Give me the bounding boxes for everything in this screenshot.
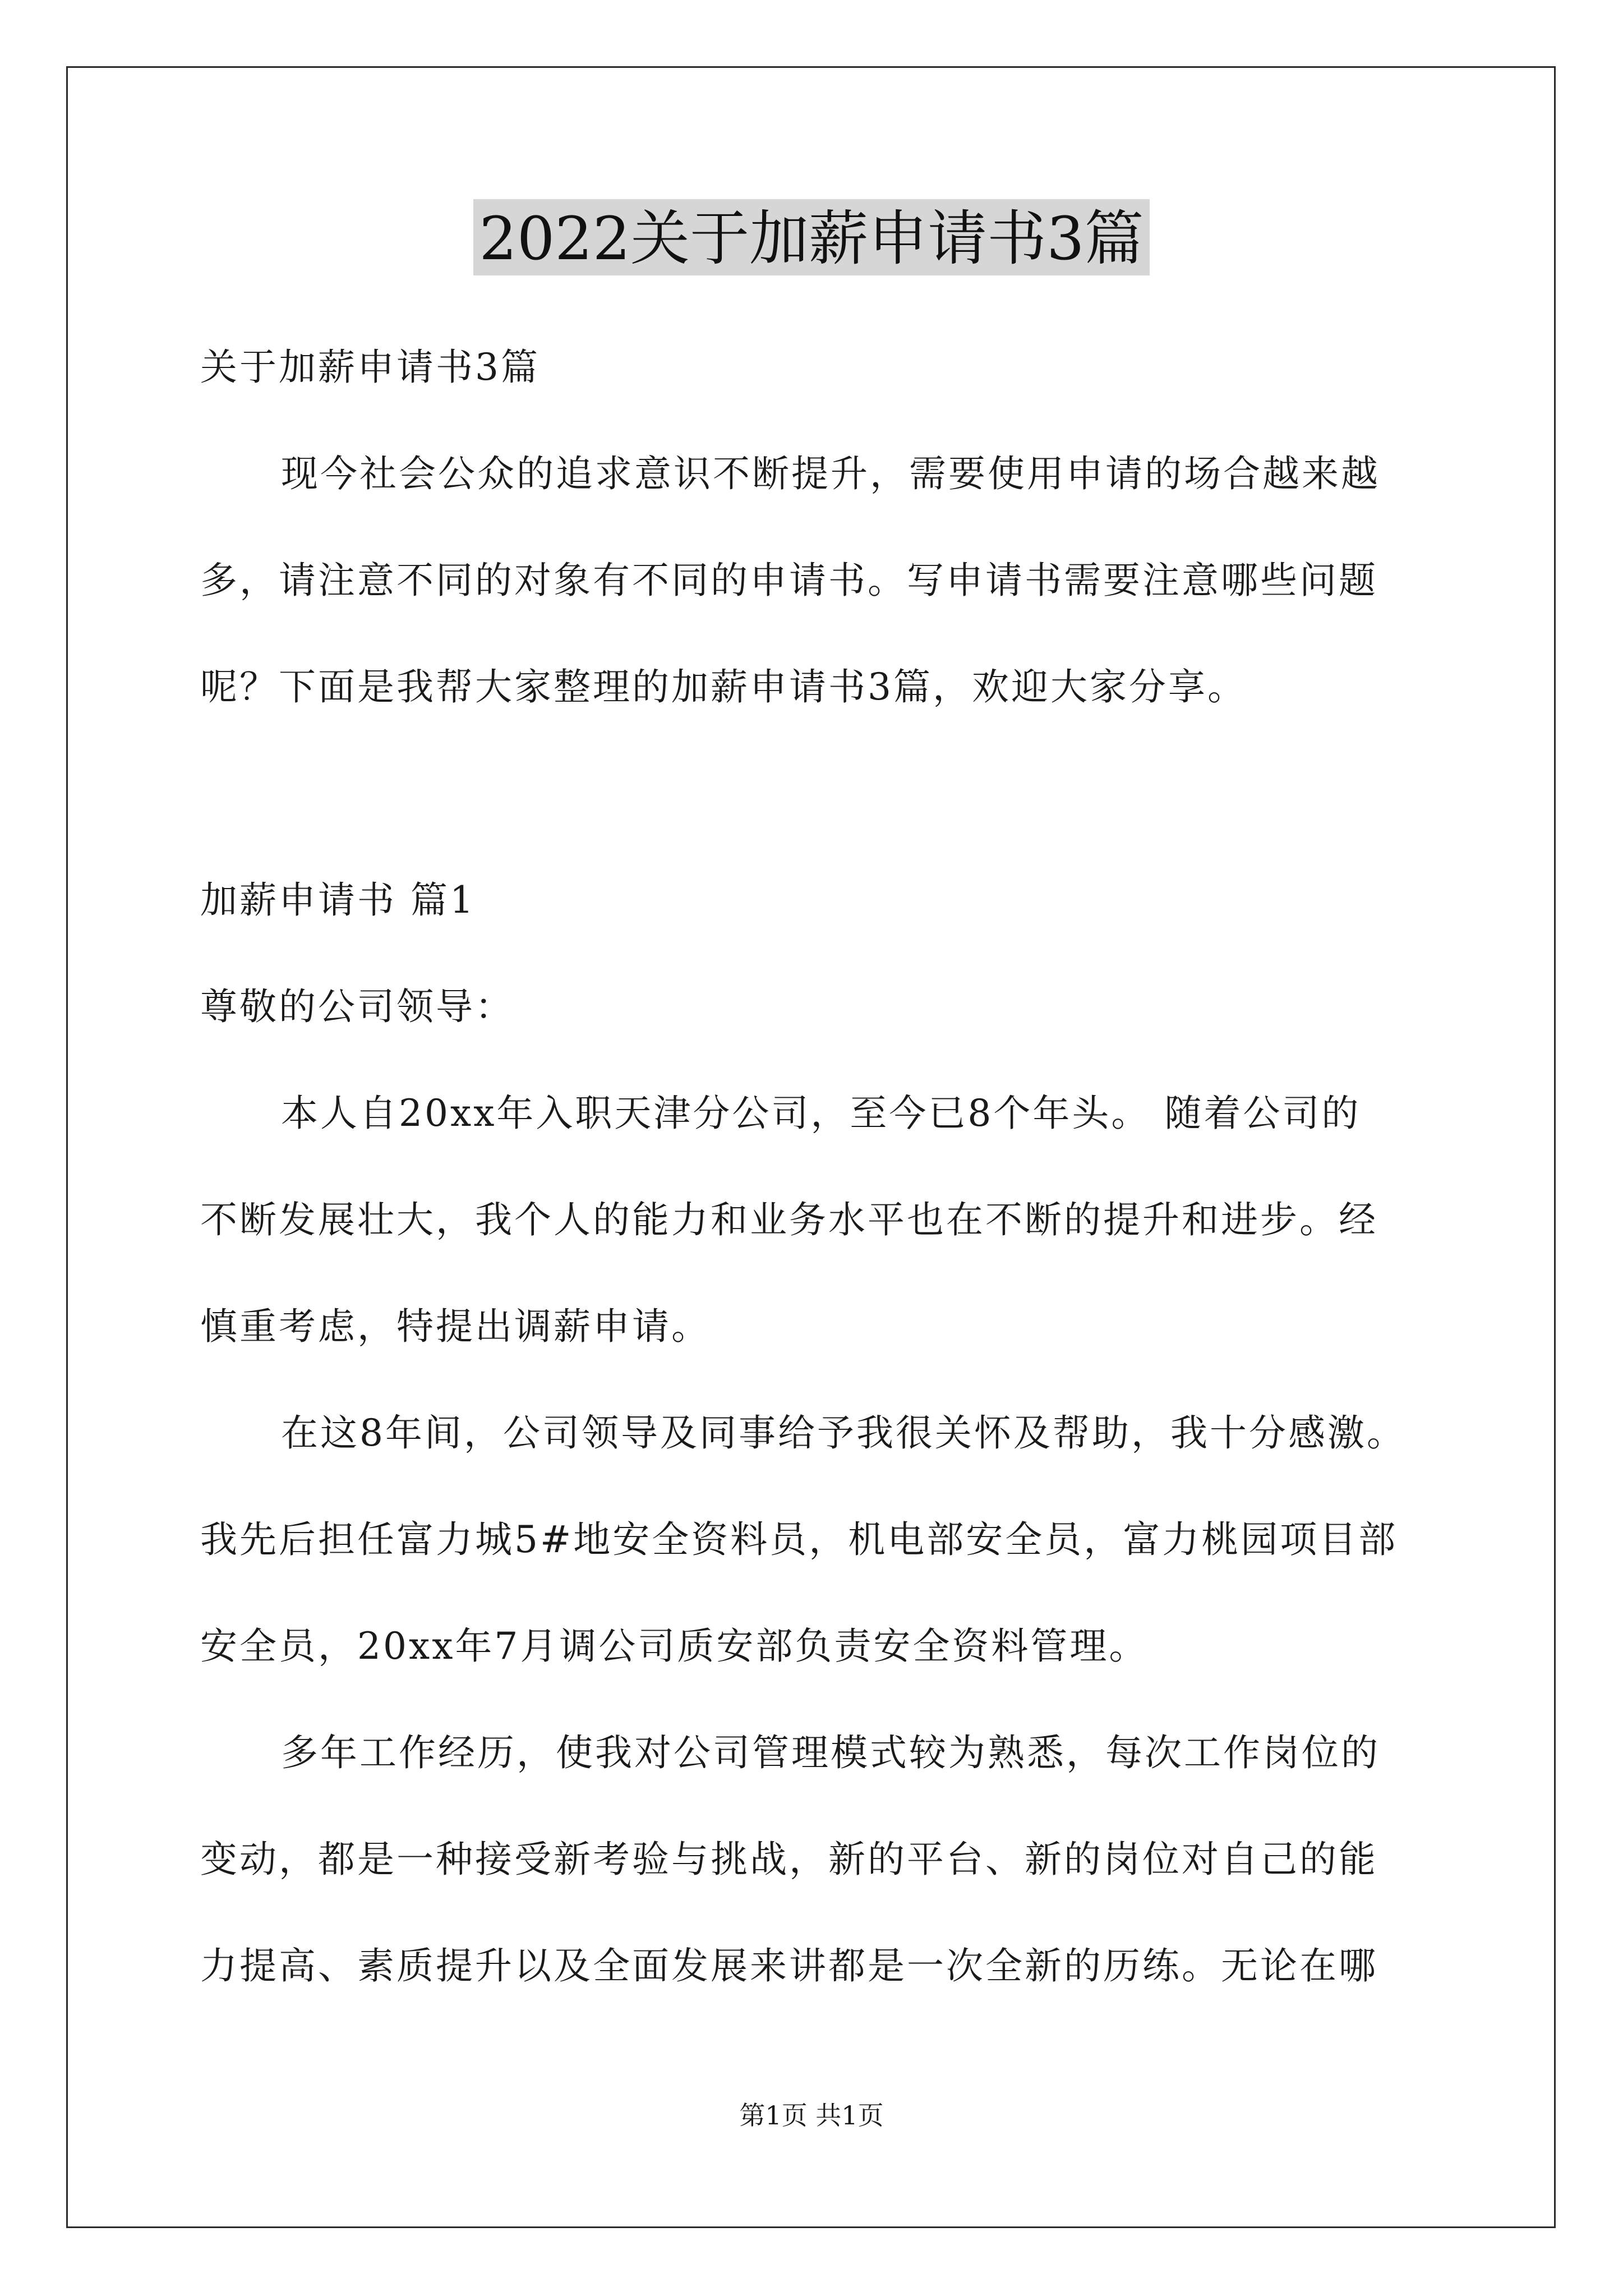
salutation-line: 尊敬的公司领导：	[200, 985, 514, 1028]
paragraph-line: 多年工作经历，使我对公司管理模式较为熟悉，每次工作岗位的	[281, 1731, 1380, 1774]
blank-line	[200, 740, 1468, 847]
intro-line: 现今社会公众的追求意识不断提升，需要使用申请的场合越来越	[281, 452, 1380, 495]
paragraph-line: 慎重考虑，特提出调薪申请。	[200, 1305, 711, 1348]
paragraph-line: 力提高、素质提升以及全面发展来讲都是一次全新的历练。无论在哪	[200, 1944, 1378, 1987]
page-number-footer: 第1页 共1页	[739, 2100, 884, 2131]
intro-line: 呢？下面是我帮大家整理的加薪申请书3篇，欢迎大家分享。	[200, 665, 1247, 708]
subtitle-line: 关于加薪申请书3篇	[200, 346, 540, 389]
paragraph-line: 本人自20xx年入职天津分公司，至今已8个年头。 随着公司的	[281, 1092, 1361, 1135]
paragraph-line: 安全员，20xx年7月调公司质安部负责安全资料管理。	[200, 1625, 1149, 1668]
document-title: 2022关于加薪申请书3篇	[473, 199, 1149, 275]
document-body	[200, 314, 1468, 2019]
section-heading: 加薪申请书 篇1	[200, 878, 476, 922]
title-container	[0, 199, 1623, 275]
intro-line: 多，请注意不同的对象有不同的申请书。写申请书需要注意哪些问题	[200, 559, 1378, 602]
paragraph-line: 我先后担任富力城5#地安全资料员，机电部安全员，富力桃园项目部	[200, 1518, 1398, 1561]
paragraph-line: 在这8年间，公司领导及同事给予我很关怀及帮助，我十分感激。	[281, 1411, 1406, 1455]
paragraph-line: 变动，都是一种接受新考验与挑战，新的平台、新的岗位对自己的能	[200, 1838, 1378, 1881]
paragraph-line: 不断发展壮大，我个人的能力和业务水平也在不断的提升和进步。经	[200, 1198, 1378, 1241]
